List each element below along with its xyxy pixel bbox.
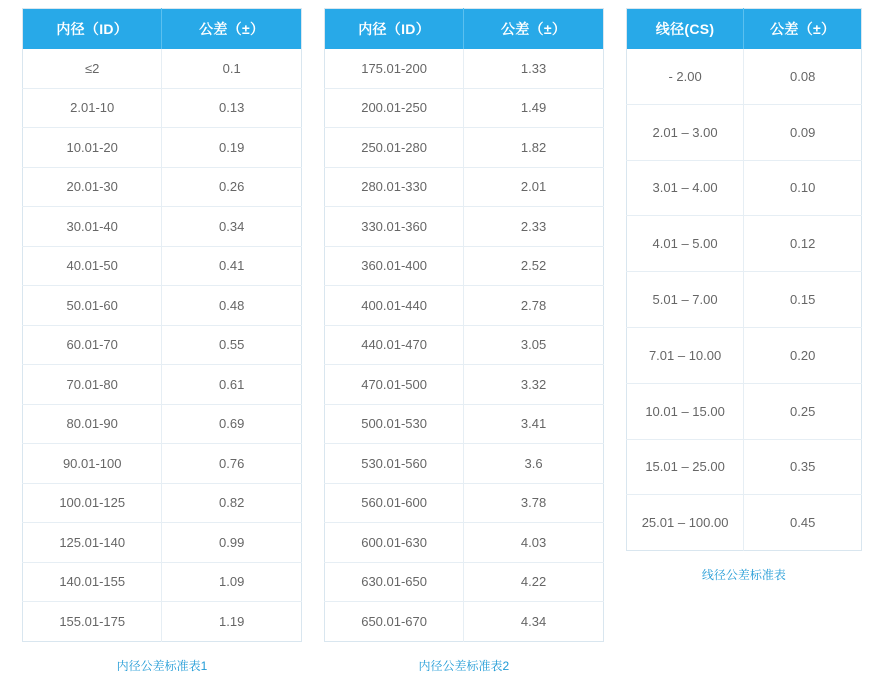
table-row: [324, 602, 603, 642]
inner-diameter-tolerance-table-1: [22, 8, 302, 642]
cell-inner-diameter: 250.01-280: [324, 128, 463, 168]
cell-tolerance: 1.19: [162, 602, 301, 642]
cell-inner-diameter: 80.01-90: [23, 404, 162, 444]
table-row: [626, 216, 861, 272]
cell-inner-diameter: 125.01-140: [23, 523, 162, 563]
column-header-inner-diameter: 内径（ID）: [23, 9, 162, 50]
cell-inner-diameter: 280.01-330: [324, 167, 463, 207]
table-row: [23, 365, 302, 405]
cell-tolerance: 0.1: [162, 49, 301, 88]
cell-inner-diameter: 330.01-360: [324, 207, 463, 247]
cell-tolerance: 4.22: [464, 562, 603, 602]
table-row: [23, 286, 302, 326]
tolerance-table-block-2: [324, 8, 604, 674]
table-row: [23, 128, 302, 168]
cell-cord-diameter: 7.01 – 10.00: [626, 327, 744, 383]
table-row: [324, 365, 603, 405]
cell-inner-diameter: 30.01-40: [23, 207, 162, 247]
cell-tolerance: 0.26: [162, 167, 301, 207]
table-row: [626, 104, 861, 160]
table-row: [324, 562, 603, 602]
cell-inner-diameter: 60.01-70: [23, 325, 162, 365]
cell-inner-diameter: 175.01-200: [324, 49, 463, 88]
tolerance-table-block-3: [626, 8, 862, 674]
cell-inner-diameter: 140.01-155: [23, 562, 162, 602]
table-body-3: [626, 49, 861, 551]
cell-tolerance: 0.69: [162, 404, 301, 444]
column-header-tolerance: 公差（±）: [744, 9, 862, 50]
cell-cord-diameter: 4.01 – 5.00: [626, 216, 744, 272]
cell-inner-diameter: 600.01-630: [324, 523, 463, 563]
cell-inner-diameter: 400.01-440: [324, 286, 463, 326]
cell-inner-diameter: 530.01-560: [324, 444, 463, 484]
column-header-tolerance: 公差（±）: [162, 9, 301, 50]
cell-tolerance: 0.19: [162, 128, 301, 168]
cell-tolerance: 0.55: [162, 325, 301, 365]
cell-tolerance: 2.78: [464, 286, 603, 326]
table-row: [324, 325, 603, 365]
cell-tolerance: 1.33: [464, 49, 603, 88]
cell-tolerance: 3.05: [464, 325, 603, 365]
cell-cord-diameter: 25.01 – 100.00: [626, 495, 744, 551]
cord-diameter-tolerance-table: [626, 8, 862, 551]
table-row: [626, 495, 861, 551]
column-header-cord-diameter: 线径(CS): [626, 9, 744, 50]
table-header-1: [23, 9, 302, 50]
table-row: [626, 383, 861, 439]
cell-tolerance: 3.41: [464, 404, 603, 444]
cell-tolerance: 0.48: [162, 286, 301, 326]
cell-inner-diameter: 360.01-400: [324, 246, 463, 286]
table-row: [324, 404, 603, 444]
table-header-row: [23, 9, 302, 50]
table-row: [23, 562, 302, 602]
cell-tolerance: 0.25: [744, 383, 862, 439]
table-row: [23, 325, 302, 365]
cell-tolerance: 0.99: [162, 523, 301, 563]
cell-inner-diameter: 90.01-100: [23, 444, 162, 484]
cell-inner-diameter: ≤2: [23, 49, 162, 88]
table-row: [626, 439, 861, 495]
table-row: [23, 404, 302, 444]
table-row: [324, 246, 603, 286]
table-row: [23, 246, 302, 286]
cell-inner-diameter: 10.01-20: [23, 128, 162, 168]
table-header-3: [626, 9, 861, 50]
table-body-2: [324, 49, 603, 641]
inner-diameter-tolerance-table-2: [324, 8, 604, 642]
cell-cord-diameter: 5.01 – 7.00: [626, 272, 744, 328]
cell-cord-diameter: 15.01 – 25.00: [626, 439, 744, 495]
cell-tolerance: 2.01: [464, 167, 603, 207]
table-row: [23, 207, 302, 247]
cell-tolerance: 0.82: [162, 483, 301, 523]
table-row: [626, 160, 861, 216]
table-row: [23, 602, 302, 642]
cell-tolerance: 4.34: [464, 602, 603, 642]
table-row: [23, 483, 302, 523]
cell-tolerance: 3.6: [464, 444, 603, 484]
cell-tolerance: 0.45: [744, 495, 862, 551]
table-row: [23, 88, 302, 128]
table-row: [324, 286, 603, 326]
cell-cord-diameter: 10.01 – 15.00: [626, 383, 744, 439]
cell-tolerance: 3.78: [464, 483, 603, 523]
table-header-row: [324, 9, 603, 50]
cell-tolerance: 0.76: [162, 444, 301, 484]
cell-inner-diameter: 70.01-80: [23, 365, 162, 405]
cell-cord-diameter: 3.01 – 4.00: [626, 160, 744, 216]
cell-tolerance: 0.20: [744, 327, 862, 383]
cell-inner-diameter: 200.01-250: [324, 88, 463, 128]
cell-inner-diameter: 650.01-670: [324, 602, 463, 642]
cell-inner-diameter: 100.01-125: [23, 483, 162, 523]
table-row: [324, 444, 603, 484]
table-caption-3: 线径公差标准表: [701, 568, 786, 583]
cell-tolerance: 0.61: [162, 365, 301, 405]
cell-tolerance: 4.03: [464, 523, 603, 563]
table-caption-1: 内径公差标准表1: [116, 658, 208, 673]
table-row: [324, 167, 603, 207]
cell-tolerance: 0.15: [744, 272, 862, 328]
table-row: [324, 207, 603, 247]
table-row: [324, 49, 603, 88]
table-caption-2: 内径公差标准表2: [418, 658, 510, 673]
cell-cord-diameter: - 2.00: [626, 49, 744, 104]
table-row: [626, 272, 861, 328]
cell-inner-diameter: 50.01-60: [23, 286, 162, 326]
cell-inner-diameter: 470.01-500: [324, 365, 463, 405]
cell-tolerance: 0.13: [162, 88, 301, 128]
cell-inner-diameter: 560.01-600: [324, 483, 463, 523]
column-header-tolerance: 公差（±）: [464, 9, 603, 50]
cell-tolerance: 1.82: [464, 128, 603, 168]
cell-tolerance: 0.12: [744, 216, 862, 272]
cell-inner-diameter: 20.01-30: [23, 167, 162, 207]
cell-tolerance: 1.49: [464, 88, 603, 128]
table-row: [324, 523, 603, 563]
table-row: [23, 167, 302, 207]
table-body-1: [23, 49, 302, 641]
table-row: [324, 483, 603, 523]
cell-tolerance: 0.09: [744, 104, 862, 160]
table-row: [324, 88, 603, 128]
cell-tolerance: 3.32: [464, 365, 603, 405]
cell-tolerance: 0.10: [744, 160, 862, 216]
table-header-2: [324, 9, 603, 50]
cell-inner-diameter: 40.01-50: [23, 246, 162, 286]
cell-tolerance: 2.33: [464, 207, 603, 247]
cell-tolerance: 0.35: [744, 439, 862, 495]
table-row: [626, 327, 861, 383]
cell-tolerance: 0.41: [162, 246, 301, 286]
cell-tolerance: 2.52: [464, 246, 603, 286]
cell-tolerance: 1.09: [162, 562, 301, 602]
column-header-inner-diameter: 内径（ID）: [324, 9, 463, 50]
cell-inner-diameter: 155.01-175: [23, 602, 162, 642]
tolerance-table-block-1: [22, 8, 302, 674]
cell-tolerance: 0.34: [162, 207, 301, 247]
cell-cord-diameter: 2.01 – 3.00: [626, 104, 744, 160]
table-row: [23, 444, 302, 484]
cell-tolerance: 0.08: [744, 49, 862, 104]
table-row: [23, 523, 302, 563]
table-header-row: [626, 9, 861, 50]
cell-inner-diameter: 440.01-470: [324, 325, 463, 365]
cell-inner-diameter: 500.01-530: [324, 404, 463, 444]
cell-inner-diameter: 630.01-650: [324, 562, 463, 602]
table-row: [626, 49, 861, 104]
cell-inner-diameter: 2.01-10: [23, 88, 162, 128]
table-row: [324, 128, 603, 168]
table-row: [23, 49, 302, 88]
